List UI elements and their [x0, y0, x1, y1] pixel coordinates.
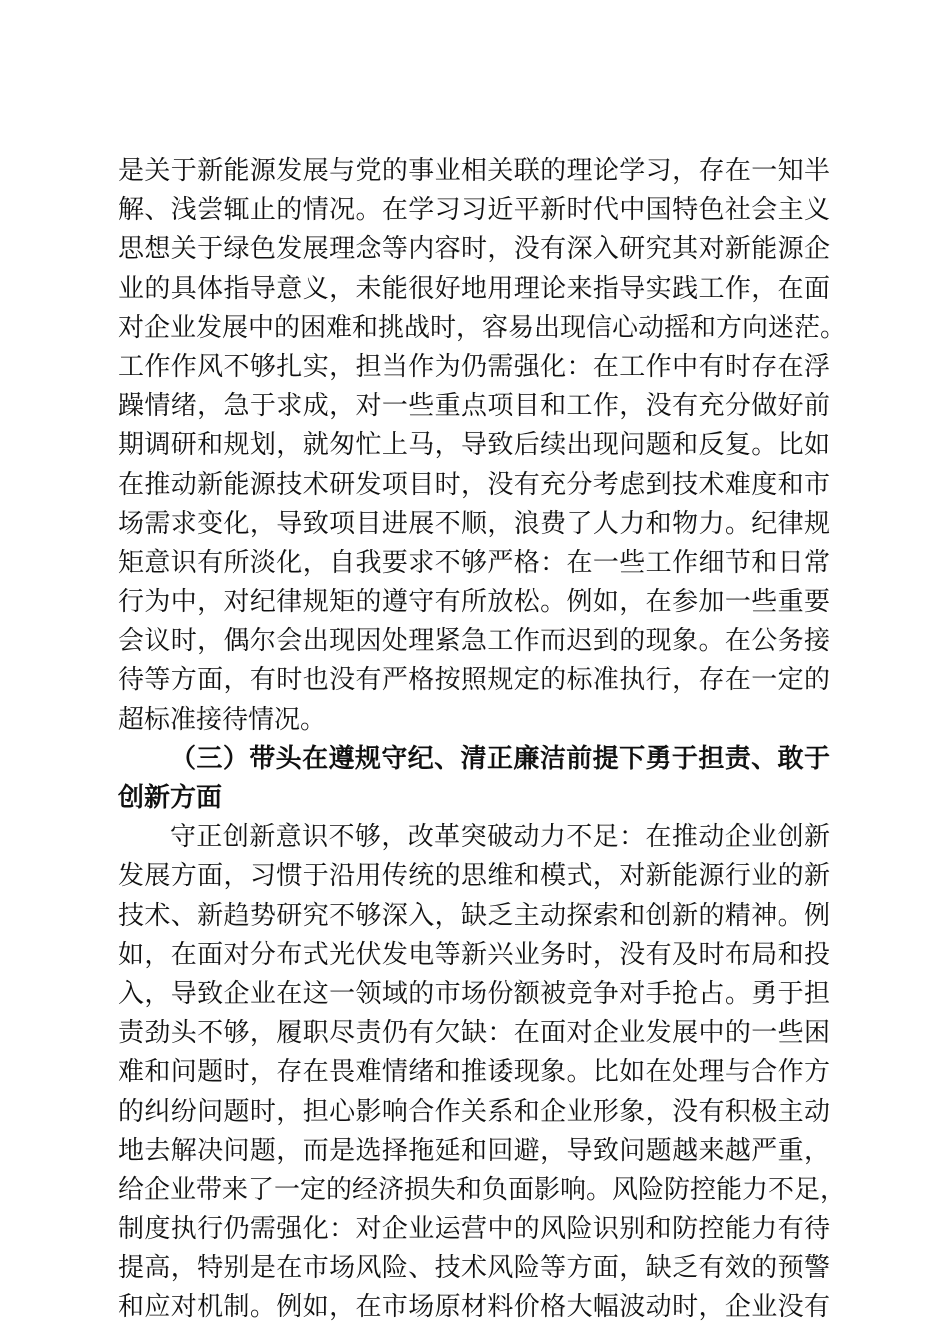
text-line: 思想关于绿色发展理念等内容时，没有深入研究其对新能源企 [118, 234, 830, 265]
text-line: 是关于新能源发展与党的事业相关联的理论学习，存在一知半 [118, 156, 830, 186]
text-line: 责劲头不够，履职尽责仍有欠缺：在面对企业发展中的一些困 [118, 1018, 830, 1049]
text-line: 待等方面，有时也没有严格按照规定的标准执行，存在一定的 [118, 665, 830, 696]
heading-line: （三）带头在遵规守纪、清正廉洁前提下勇于担责、敢于 [170, 743, 830, 774]
text-line: 期调研和规划，就匆忙上马，导致后续出现问题和反复。比如 [118, 430, 830, 461]
text-line: 技术、新趋势研究不够深入，缺乏主动探索和创新的精神。例 [118, 900, 830, 931]
text-line: 超标准接待情况。 [118, 704, 327, 735]
text-line: 入，导致企业在这一领域的市场份额被竞争对手抢占。勇于担 [118, 978, 830, 1009]
document-body [118, 152, 847, 1328]
text-line: 矩意识有所淡化，自我要求不够严格：在一些工作细节和日常 [118, 547, 830, 578]
paragraph-innovation [118, 818, 847, 1327]
text-line: 和应对机制。例如，在市场原材料价格大幅波动时，企业没有 [118, 1292, 830, 1323]
text-line: 场需求变化，导致项目进展不顺，浪费了人力和物力。纪律规 [118, 508, 830, 539]
text-line: 对企业发展中的困难和挑战时，容易出现信心动摇和方向迷茫。 [118, 312, 847, 343]
text-line: 地去解决问题，而是选择拖延和回避，导致问题越来越严重， [118, 1135, 830, 1166]
text-line: 业的具体指导意义，未能很好地用理论来指导实践工作，在面 [118, 273, 830, 304]
text-line: 工作作风不够扎实，担当作为仍需强化：在工作中有时存在浮 [118, 351, 830, 382]
text-line: 给企业带来了一定的经济损失和负面影响。风险防控能力不足， [118, 1174, 847, 1205]
text-line: 行为中，对纪律规矩的遵守有所放松。例如，在参加一些重要 [118, 587, 830, 618]
text-line: 在推动新能源技术研发项目时，没有充分考虑到技术难度和市 [118, 469, 830, 500]
text-line: 提高，特别是在市场风险、技术风险等方面，缺乏有效的预警 [118, 1253, 830, 1284]
text-line: 解、浅尝辄止的情况。在学习习近平新时代中国特色社会主义 [118, 195, 830, 226]
text-line: 会议时，偶尔会出现因处理紧急工作而迟到的现象。在公务接 [118, 626, 830, 657]
text-line: 的纠纷问题时，担心影响合作关系和企业形象，没有积极主动 [118, 1096, 830, 1127]
text-line: 如，在面对分布式光伏发电等新兴业务时，没有及时布局和投 [118, 939, 830, 970]
paragraph-theory-study [118, 152, 847, 348]
heading-line: 创新方面 [118, 783, 223, 813]
text-line: 制度执行仍需强化：对企业运营中的风险识别和防控能力有待 [118, 1214, 830, 1245]
text-line: 躁情绪，急于求成，对一些重点项目和工作，没有充分做好前 [118, 391, 830, 422]
paragraph-work-style [118, 348, 830, 740]
text-line: 难和问题时，存在畏难情绪和推诿现象。比如在处理与合作方 [118, 1057, 830, 1088]
text-line: 守正创新意识不够，改革突破动力不足：在推动企业创新 [170, 822, 830, 853]
text-line: 发展方面，习惯于沿用传统的思维和模式，对新能源行业的新 [118, 861, 830, 892]
section-heading [118, 740, 830, 818]
